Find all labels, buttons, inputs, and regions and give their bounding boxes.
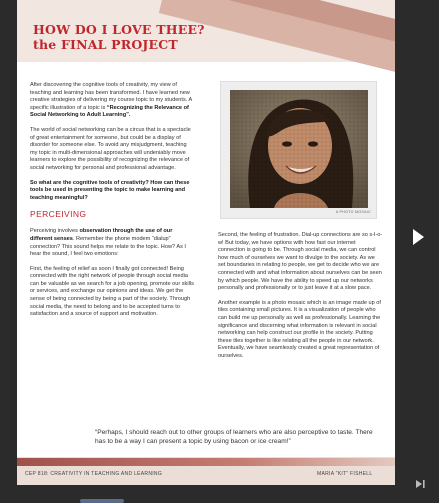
- document-page: [17, 0, 395, 485]
- frustration-paragraph: Second, the feeling of frustration. Dial-up connections are so s-l-o-w! But today, we have options with how fast our internet connection is going to be. Through social media, we can control how much of ourselves we want to divulge to the society. As we set boundaries in relating to people, we get to decide who we are connected with and what information about ourselves can be seen by which people. We have the ability to speed up our networks personally and professionally or to just leave it at a slow pace.: [218, 232, 383, 292]
- section-heading-perceiving: PERCEIVING: [30, 209, 87, 220]
- portrait-mosaic-svg: [230, 90, 368, 208]
- footer-course-title: CEP 818: CREATIVITY IN TEACHING AND LEARNING: [25, 471, 163, 477]
- perceiving-paragraph: [30, 228, 195, 258]
- intro-text: After discovering the cognitive tools of creativity, my view of teaching and learning has been transformed. I have learned new creative strategies of delivering my course topic to my students. A specific illustration of a topic is: [30, 82, 192, 111]
- page-title: [33, 22, 205, 52]
- footer-author: MARIA “KIT” FISHELL: [317, 471, 373, 477]
- mosaic-paragraph: Another example is a photo mosaic which is an image made up of tiles containing small pictures. It is a visualization of people who can build me up personally as well as professionally. Learning the significance and discerning what information is relevant in social networking can help construct our profile in the society. Putting these tiles together is like relating all the people in our network. Eventually, we have seamlessly created a great representation of ourselves.: [218, 299, 381, 359]
- title-line-1: HOW DO I LOVE THEE?: [33, 22, 205, 37]
- skip-to-end-icon: [414, 478, 426, 490]
- horizontal-scrollbar-thumb[interactable]: [80, 499, 124, 503]
- left-column: [30, 82, 195, 326]
- photo-mosaic-frame: [220, 81, 377, 219]
- title-line-2: the FINAL PROJECT: [33, 37, 178, 52]
- perceiving-bold-text: observation through the use of our different senses: [30, 228, 173, 242]
- relief-paragraph: First, the feeling of relief as soon I finally got connected! Being connected with the right network of people through social media can be valuable as we search for a job opening, promote our skills or services, and exchange our opinions and ideas. We get the sense of being connected by being a part of the society. Through social media, the need to belong and to be accepted turns to satisfaction and a source of support and motivation.: [30, 265, 194, 318]
- quote-text: “Perhaps, I should reach out to other groups of learners who are also perceptive to taste. There has to be a way I can present a topic by using bacon or ice cream!”: [95, 429, 373, 445]
- skip-to-end-button[interactable]: [414, 477, 426, 489]
- question-paragraph: So what are the cognitive tools of creativity? How can these tools be used in presenting the topic to make learning and teaching meaningful?: [30, 179, 190, 201]
- perceiving-text-end: . Remember the phone modem “dialup” connection? This sound helps me relate to the topic. How? As I hear the sound, I feel two emotions:: [30, 235, 186, 258]
- next-page-button[interactable]: [411, 228, 425, 246]
- photo-mosaic-image: [230, 90, 368, 208]
- intro-bold-text: “Recognizing the Relevance of Social Networking to Adult Learning”.: [30, 104, 189, 119]
- intro-paragraph: [30, 82, 195, 120]
- triangle-right-icon: [411, 228, 425, 246]
- right-column: [218, 232, 383, 368]
- photo-caption: A PHOTO MOSAIC: [335, 210, 371, 214]
- perceiving-text-start: Perceiving involves: [30, 228, 78, 235]
- circus-paragraph: The world of social networking can be a circus that is a spectacle of great entertainment for someone, but could be a display of disorder for someone else. To avoid any misjudgment, teaching my topic in multi-dimensional approaches will undeniably move learners to explore the possibility of recognizing the relevance of social networking for personal and professional advantage.: [30, 126, 191, 171]
- footer-band: [17, 458, 395, 466]
